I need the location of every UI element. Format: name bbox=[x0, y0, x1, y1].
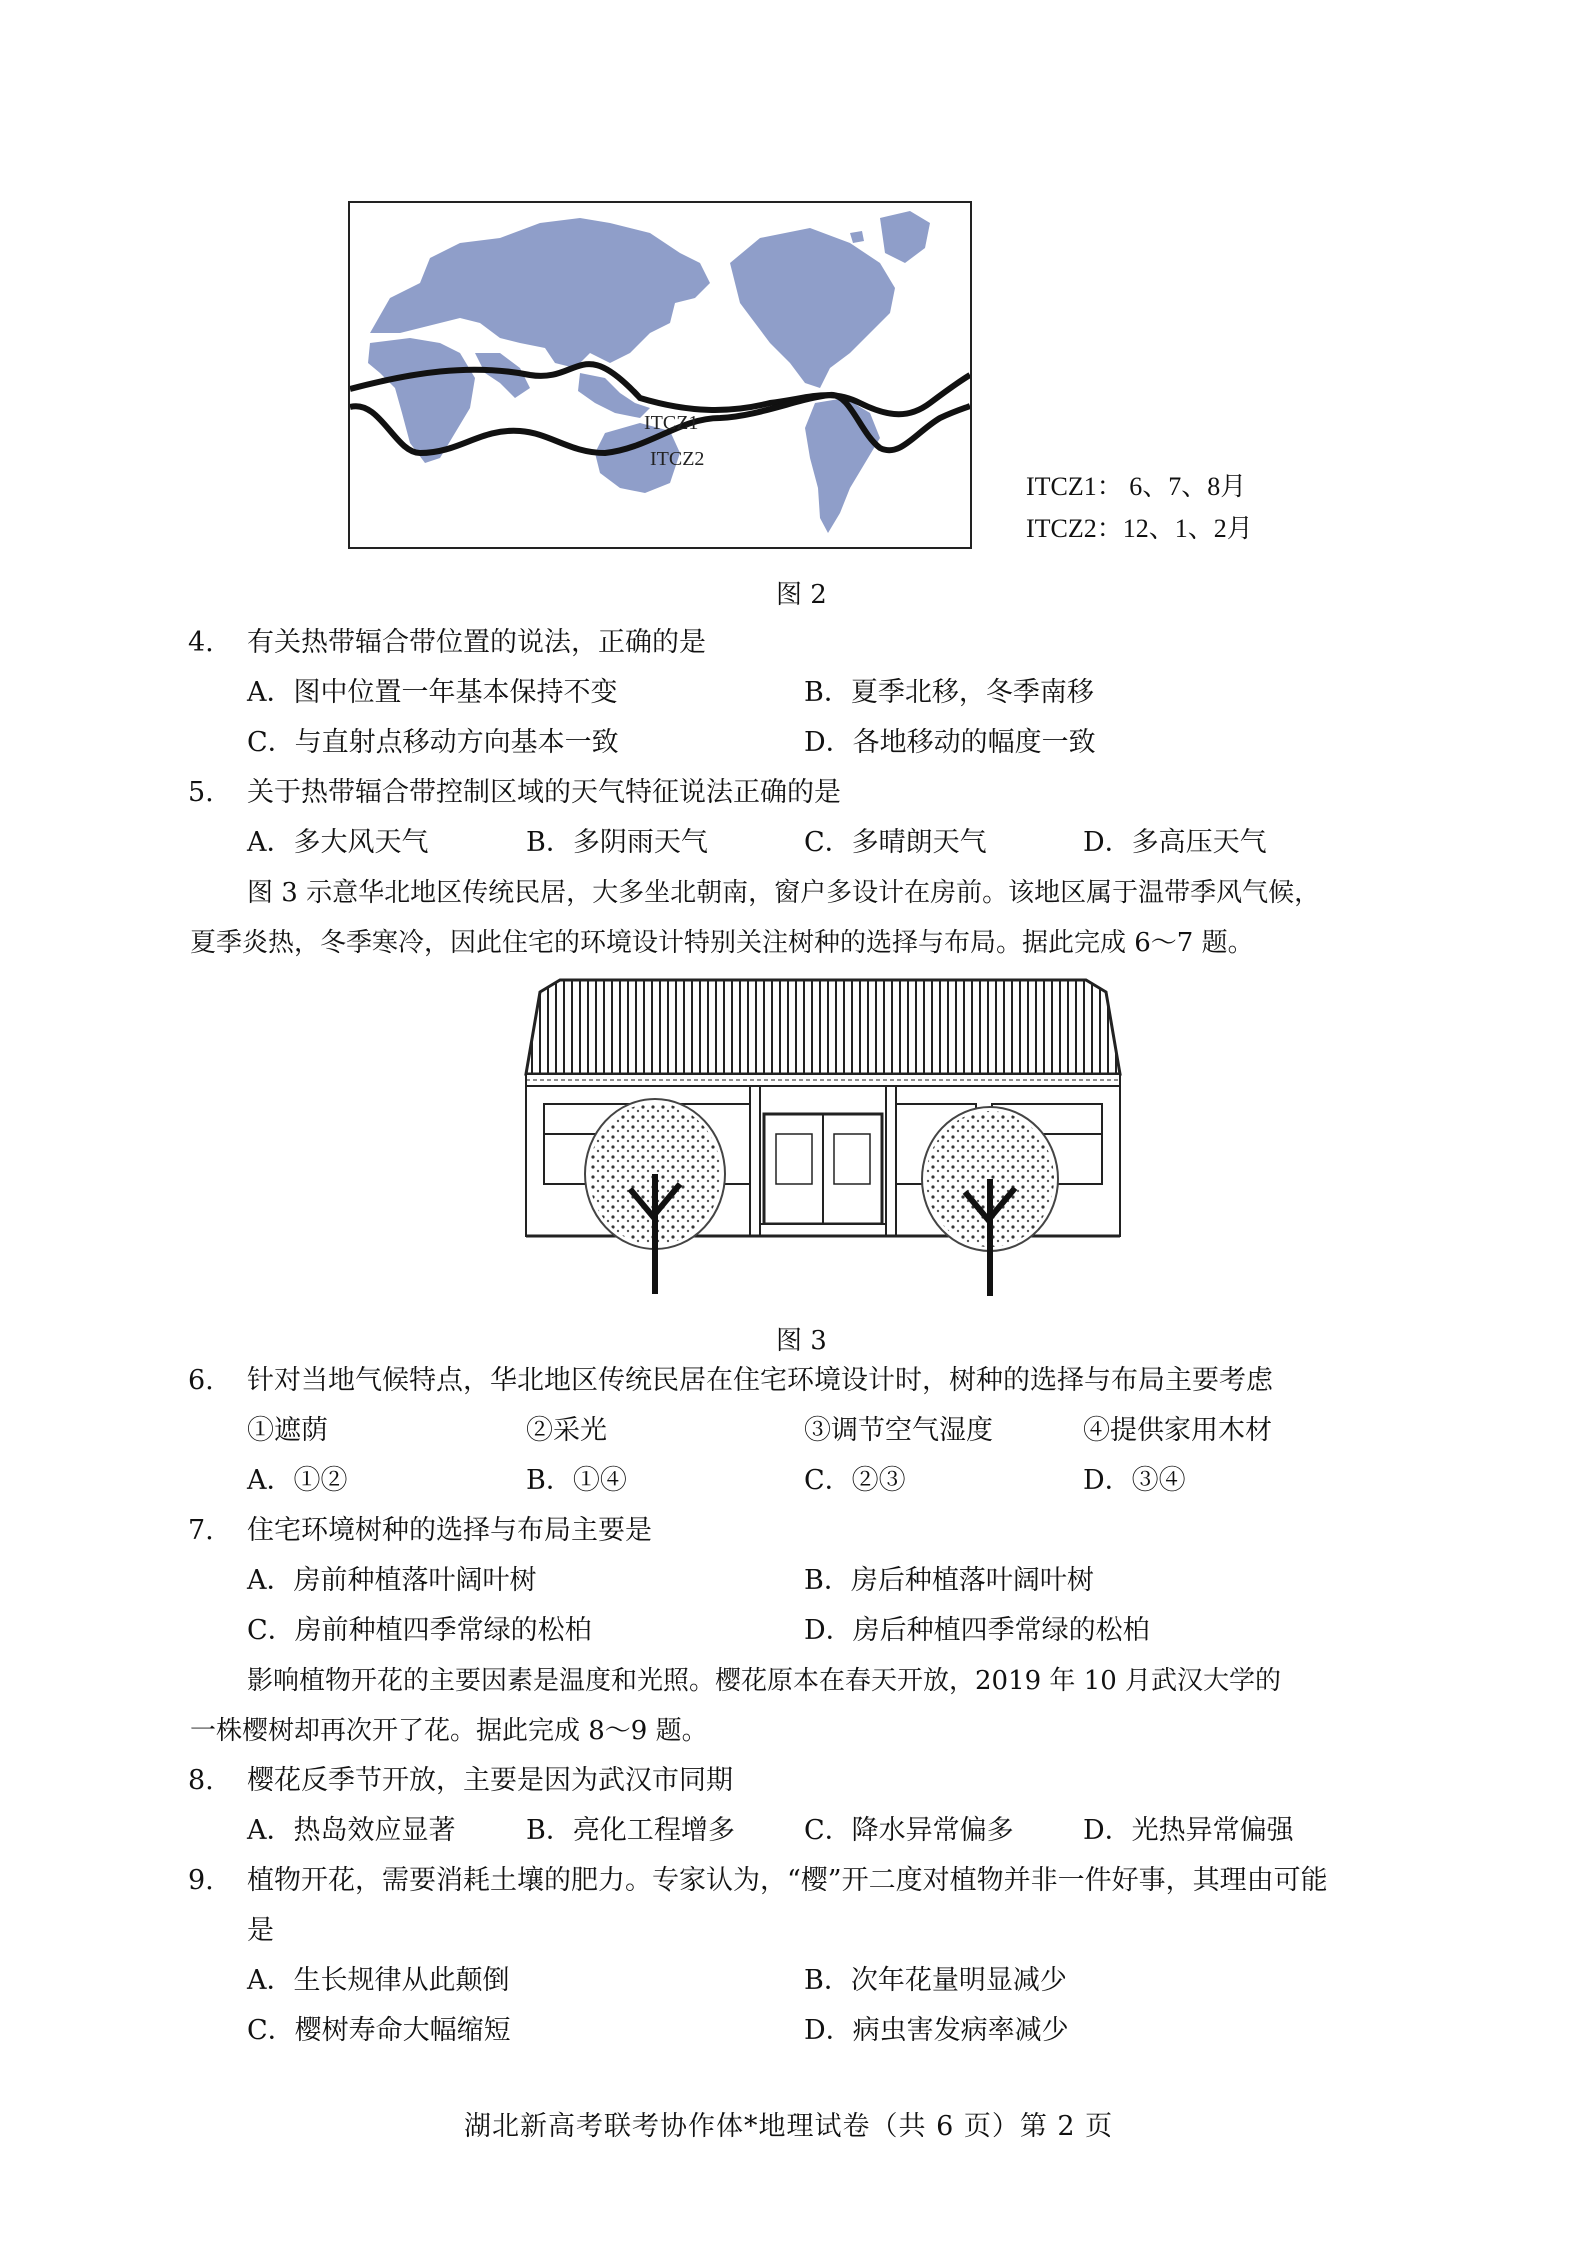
q6-item-4: ④提供家用木材 bbox=[1083, 1415, 1272, 1446]
q6-item-2: ②采光 bbox=[526, 1415, 607, 1446]
q6-option-c: C．②③ bbox=[804, 1465, 906, 1496]
q7-number: 7. bbox=[188, 1515, 214, 1546]
tree-right bbox=[922, 1107, 1058, 1296]
q5-stem: 关于热带辐合带控制区域的天气特征说法正确的是 bbox=[247, 777, 841, 808]
q4-option-c: C．与直射点移动方向基本一致 bbox=[247, 727, 619, 758]
q6-number: 6. bbox=[188, 1365, 214, 1396]
north-america-landmass bbox=[730, 228, 895, 388]
q5-number: 5. bbox=[188, 777, 214, 808]
q4-stem: 有关热带辐合带位置的说法，正确的是 bbox=[247, 627, 706, 658]
q4-option-b: B．夏季北移，冬季南移 bbox=[804, 677, 1094, 708]
greenland-landmass bbox=[880, 211, 930, 263]
q8-option-b: B．亮化工程增多 bbox=[526, 1815, 735, 1846]
page-footer: 湖北新高考联考协作体*地理试卷（共 6 页）第 2 页 bbox=[464, 2111, 1114, 2142]
figure3-caption: 图 3 bbox=[776, 1326, 827, 1356]
q6-option-d: D．③④ bbox=[1083, 1465, 1186, 1496]
tree-left bbox=[585, 1099, 725, 1294]
q7-option-d: D．房后种植四季常绿的松柏 bbox=[804, 1615, 1150, 1646]
q9-option-c: C．樱树寿命大幅缩短 bbox=[247, 2015, 511, 2046]
q6-stem: 针对当地气候特点，华北地区传统民居在住宅环境设计时，树种的选择与布局主要考虑 bbox=[247, 1365, 1273, 1396]
q8-stem: 樱花反季节开放，主要是因为武汉市同期 bbox=[247, 1765, 733, 1796]
q9-option-b: B．次年花量明显减少 bbox=[804, 1965, 1067, 1996]
q6-option-a: A．①② bbox=[247, 1465, 348, 1496]
intro89-line2: 一株樱树却再次开了花。据此完成 8～9 题。 bbox=[190, 1716, 708, 1746]
q4-number: 4. bbox=[188, 627, 214, 658]
intro67-line1: 图 3 示意华北地区传统民居，大多坐北朝南，窗户多设计在房前。该地区属于温带季风气候， bbox=[247, 878, 1321, 908]
intro67-line2: 夏季炎热，冬季寒冷，因此住宅的环境设计特别关注树种的选择与布局。据此完成 6～7 题。 bbox=[190, 928, 1254, 958]
q5-option-a: A．多大风天气 bbox=[247, 827, 429, 858]
q9-number: 9. bbox=[188, 1865, 214, 1896]
figure3-house-drawing bbox=[520, 974, 1126, 1304]
q6-option-b: B．①④ bbox=[526, 1465, 627, 1496]
q4-option-a: A．图中位置一年基本保持不变 bbox=[247, 677, 618, 708]
intro89-line1: 影响植物开花的主要因素是温度和光照。樱花原本在春天开放，2019 年 10 月武汉大学的 bbox=[247, 1666, 1282, 1696]
figure2-map bbox=[348, 201, 972, 549]
q8-option-a: A．热岛效应显著 bbox=[247, 1815, 456, 1846]
q5-option-d: D．多高压天气 bbox=[1083, 827, 1267, 858]
legend-itcz1: ITCZ1： 6、7、8月 bbox=[1026, 472, 1247, 501]
small-island bbox=[850, 231, 864, 243]
q5-option-c: C．多晴朗天气 bbox=[804, 827, 987, 858]
q7-option-c: C．房前种植四季常绿的松柏 bbox=[247, 1615, 592, 1646]
q7-option-a: A．房前种植落叶阔叶树 bbox=[247, 1565, 537, 1596]
world-map-graphic bbox=[350, 203, 970, 547]
itcz2-map-label: ITCZ2 bbox=[650, 448, 705, 470]
q4-option-d: D．各地移动的幅度一致 bbox=[804, 727, 1096, 758]
itcz1-map-label: ITCZ1 bbox=[644, 412, 699, 434]
legend-itcz2: ITCZ2：12、1、2月 bbox=[1026, 514, 1253, 543]
south-america-landmass bbox=[805, 398, 880, 533]
steps bbox=[760, 1224, 886, 1236]
q9-stem-line1: 植物开花，需要消耗土壤的肥力。专家认为，“樱”开二度对植物并非一件好事，其理由可能 bbox=[247, 1865, 1328, 1896]
q6-item-1: ①遮荫 bbox=[247, 1415, 328, 1446]
figure2-caption: 图 2 bbox=[776, 580, 827, 610]
q8-option-c: C．降水异常偏多 bbox=[804, 1815, 1014, 1846]
q6-item-3: ③调节空气湿度 bbox=[804, 1415, 993, 1446]
q8-option-d: D．光热异常偏强 bbox=[1083, 1815, 1294, 1846]
roof bbox=[526, 980, 1120, 1074]
q8-number: 8. bbox=[188, 1765, 214, 1796]
q7-stem: 住宅环境树种的选择与布局主要是 bbox=[247, 1515, 652, 1546]
q9-option-a: A．生长规律从此颠倒 bbox=[247, 1965, 510, 1996]
q9-option-d: D．病虫害发病率减少 bbox=[804, 2015, 1069, 2046]
q5-option-b: B．多阴雨天气 bbox=[526, 827, 708, 858]
q9-stem-line2: 是 bbox=[247, 1915, 274, 1946]
q7-option-b: B．房后种植落叶阔叶树 bbox=[804, 1565, 1094, 1596]
